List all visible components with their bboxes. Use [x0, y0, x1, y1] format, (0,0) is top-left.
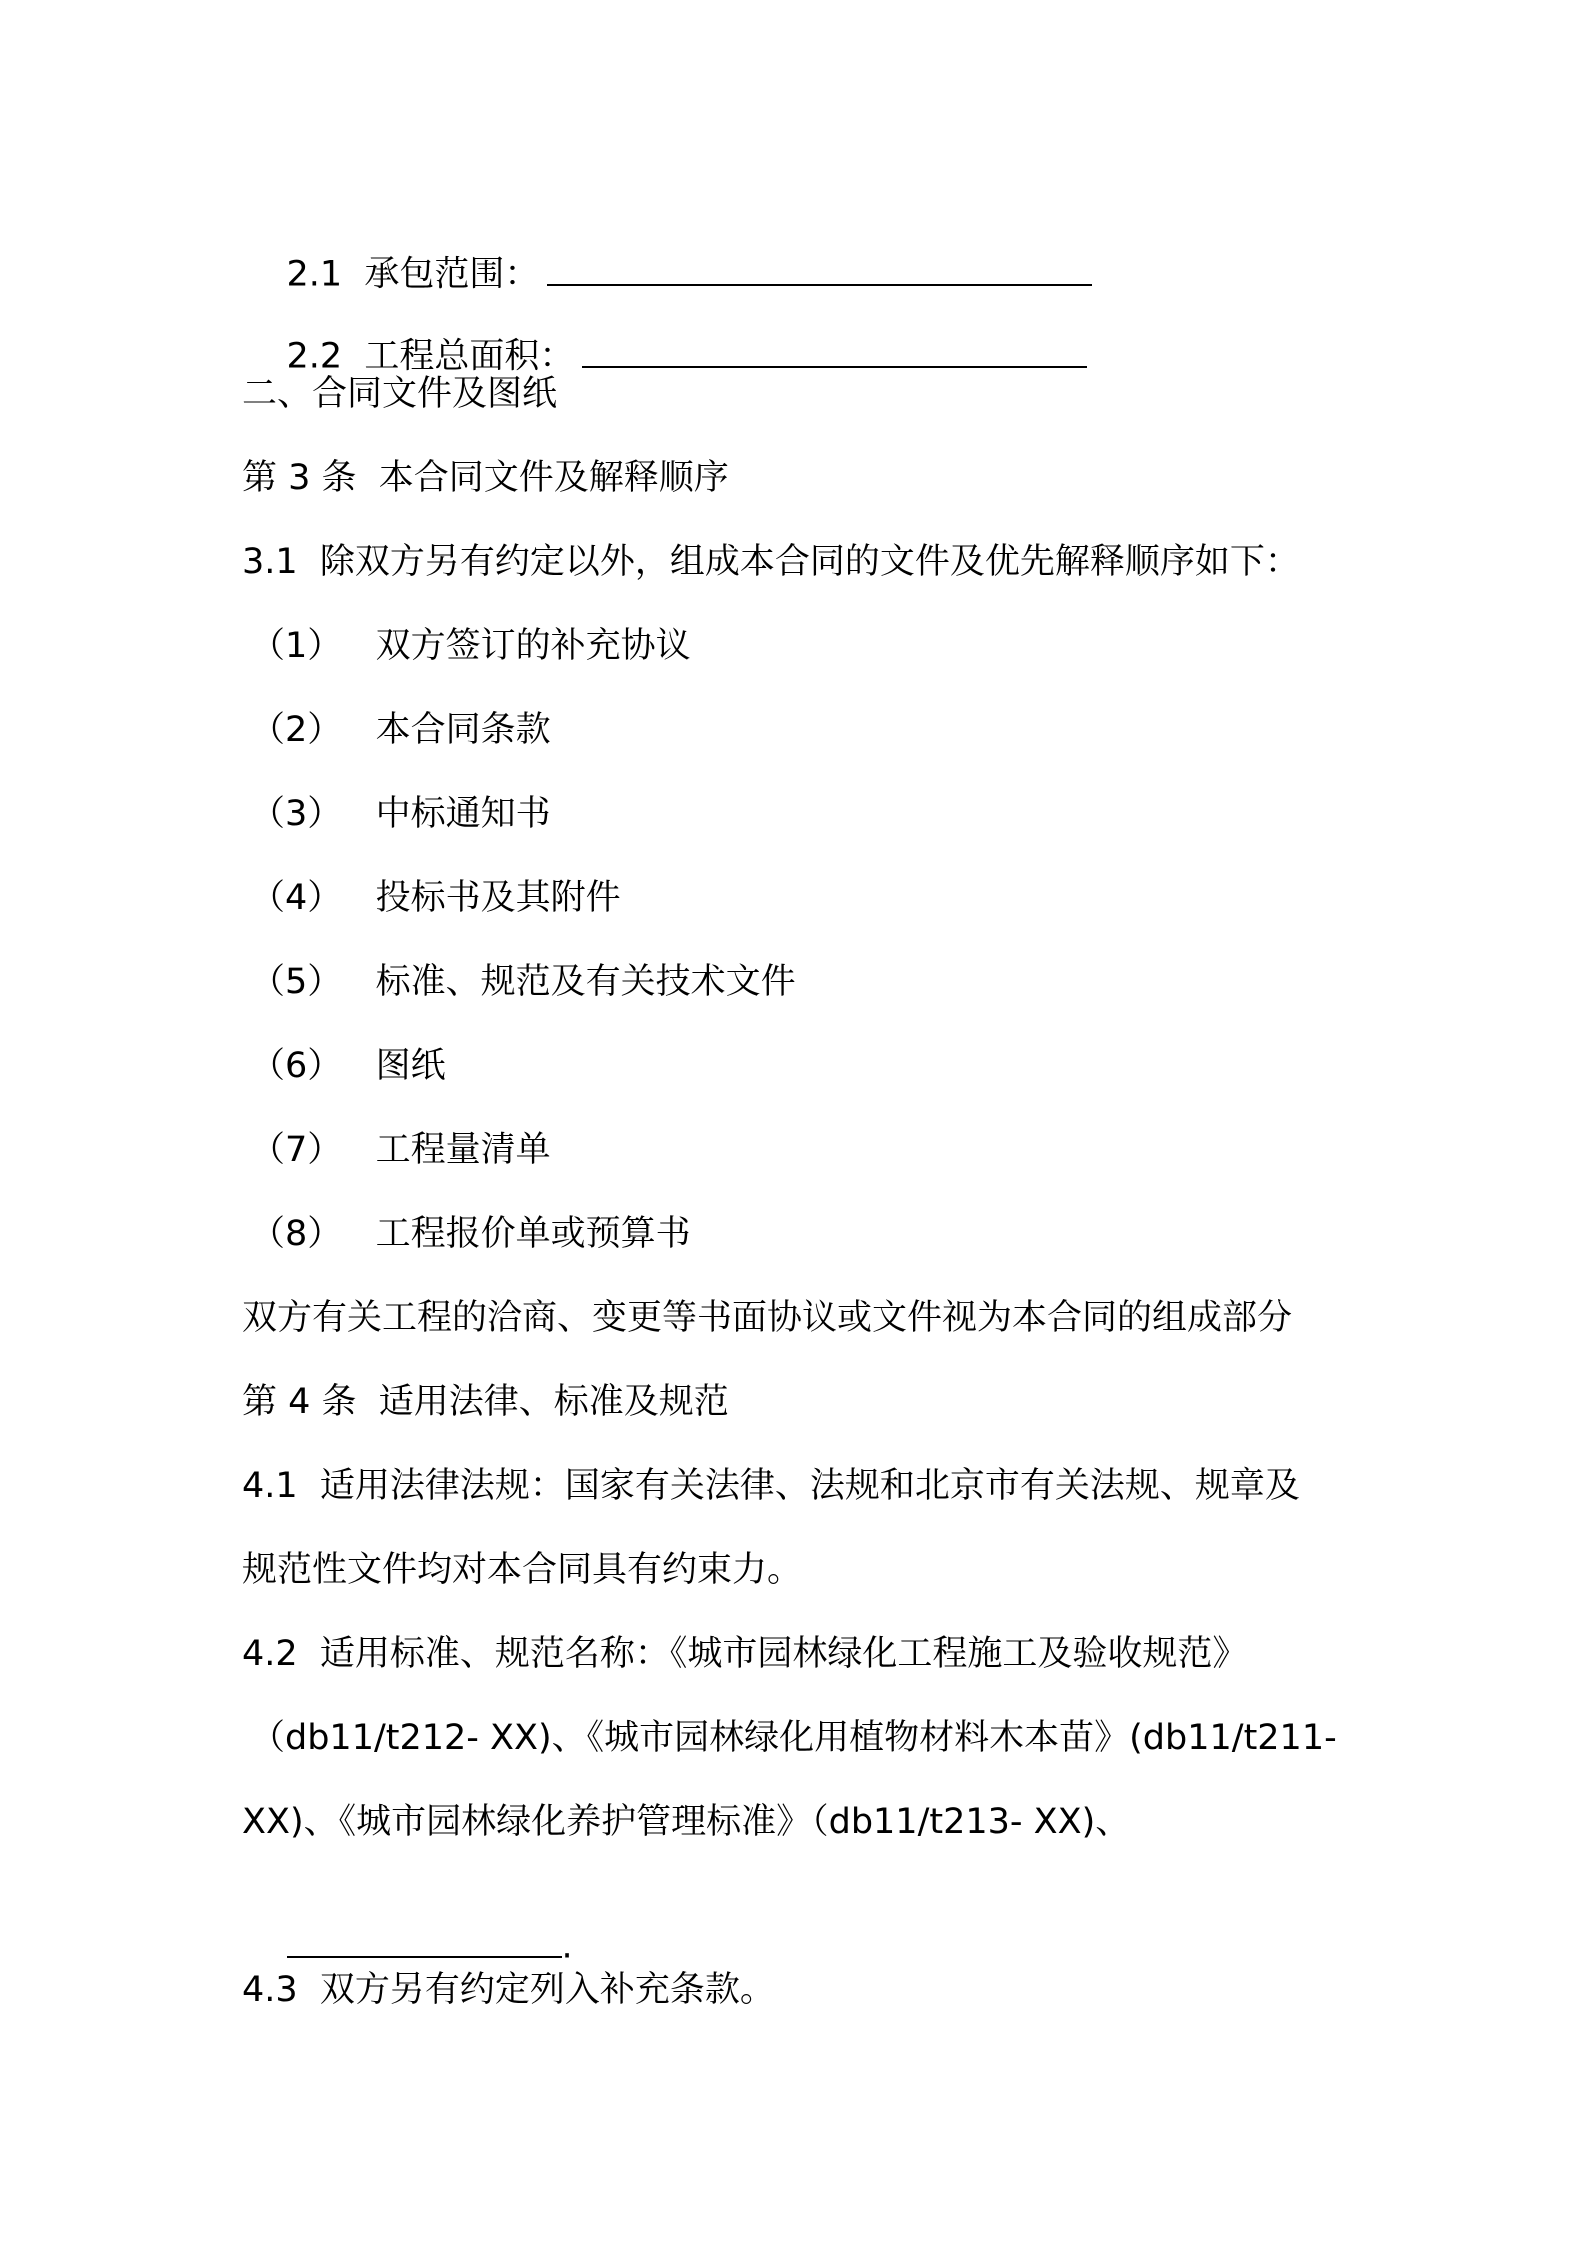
- clause-4-3-text: 4.3 双方另有约定列入补充条款。: [242, 1970, 775, 2010]
- article-4-heading: 第 4 条 适用法律、标准及规范: [242, 1382, 729, 1422]
- list-item-6: （6） 图纸: [250, 1046, 446, 1086]
- article-3-heading: 第 3 条 本合同文件及解释顺序: [242, 458, 729, 498]
- standards-blank-period: .: [561, 1926, 573, 1967]
- clause-4-1-line-1: 4.1 适用法律法规：国家有关法律、法规和北京市有关法规、规章及: [242, 1466, 1300, 1506]
- standards-blank: [287, 1924, 562, 1958]
- clause-4-2-line-3: XX)、《城市园林绿化养护管理标准》（db11/t213- XX)、: [242, 1802, 1131, 1842]
- scope-blank: [547, 252, 1092, 286]
- list-item-5: （5） 标准、规范及有关技术文件: [250, 962, 796, 1002]
- list-item-1: （1） 双方签订的补充协议: [250, 626, 691, 666]
- clause-2-1-text: 2.1 承包范围：: [286, 254, 540, 295]
- area-blank: [582, 334, 1087, 368]
- list-item-3: （3） 中标通知书: [250, 794, 551, 834]
- list-item-7: （7） 工程量清单: [250, 1130, 551, 1170]
- clause-4-1-line-2: 规范性文件均对本合同具有约束力。: [242, 1550, 803, 1590]
- clause-4-2-line-1: 4.2 适用标准、规范名称：《城市园林绿化工程施工及验收规范》: [242, 1634, 1248, 1674]
- clause-4-2-line-2: （db11/t212- XX)、《城市园林绿化用植物材料木本苗》(db11/t211-: [250, 1718, 1337, 1758]
- list-item-4: （4） 投标书及其附件: [250, 878, 621, 918]
- amendments-paragraph: 双方有关工程的洽商、变更等书面协议或文件视为本合同的组成部分: [242, 1298, 1293, 1338]
- clause-2-2-text: 2.2 工程总面积：: [286, 336, 575, 377]
- list-item-8: （8） 工程报价单或预算书: [250, 1214, 691, 1254]
- section-2-heading: 二、合同文件及图纸: [242, 374, 558, 414]
- list-item-2: （2） 本合同条款: [250, 710, 551, 750]
- clause-3-1-text: 3.1 除双方另有约定以外，组成本合同的文件及优先解释顺序如下：: [242, 542, 1300, 582]
